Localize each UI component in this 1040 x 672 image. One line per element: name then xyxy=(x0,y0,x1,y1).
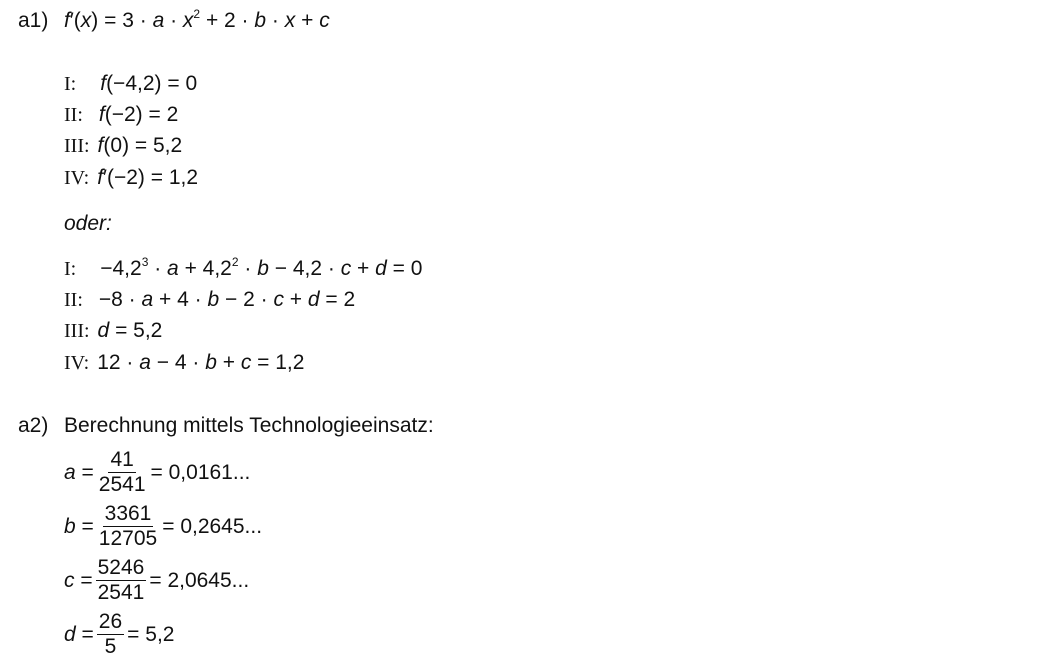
equation-II: II: −8 · a + 4 · b − 2 · c + d = 2 xyxy=(64,288,356,311)
equation-IV: IV: 12 · a − 4 · b + c = 1,2 xyxy=(64,351,305,374)
a2-heading: Berechnung mittels Technologieeinsatz: xyxy=(64,414,434,437)
result-c: c = $\frac{5246}{2541}$ = 2,0645... xyxy=(64,556,250,604)
equation-III: III: d = 5,2 xyxy=(64,319,163,342)
condition-IV: IV: f′(−2) = 1,2 xyxy=(64,166,199,189)
fraction-a: $\frac{41}{2541}$ xyxy=(98,448,146,496)
result-a: a = $\frac{41}{2541}$ = 0,0161... xyxy=(64,448,251,496)
oder-label: oder: xyxy=(64,212,112,235)
fraction-c: $\frac{5246}{2541}$ xyxy=(97,556,145,604)
fraction-b: $\frac{3361}{12705}$ xyxy=(98,502,158,550)
a2-label: a2) xyxy=(18,414,49,437)
result-d: d = $\frac{26}{5}$ = 5,2 xyxy=(64,610,175,658)
condition-II: II: f(−2) = 2 xyxy=(64,103,179,126)
a1-derivative: $f'(x) = 3 \cdot a \cdot x^2 + 2 \cdot b \cdot x + c$ xyxy=(64,7,330,32)
condition-III: III: f(0) = 5,2 xyxy=(64,134,183,157)
result-b: b = $\frac{3361}{12705}$ = 0,2645... xyxy=(64,502,263,550)
equation-I: I: $-4,2^3 \cdot a + 4,2^2 \cdot b - 4,2 \cdot c + d = 0$ xyxy=(64,255,423,280)
condition-I: I: f(−4,2) = 0 xyxy=(64,72,198,95)
a1-label: a1) xyxy=(18,9,49,32)
fraction-d: $\frac{26}{5}$ xyxy=(98,610,123,658)
